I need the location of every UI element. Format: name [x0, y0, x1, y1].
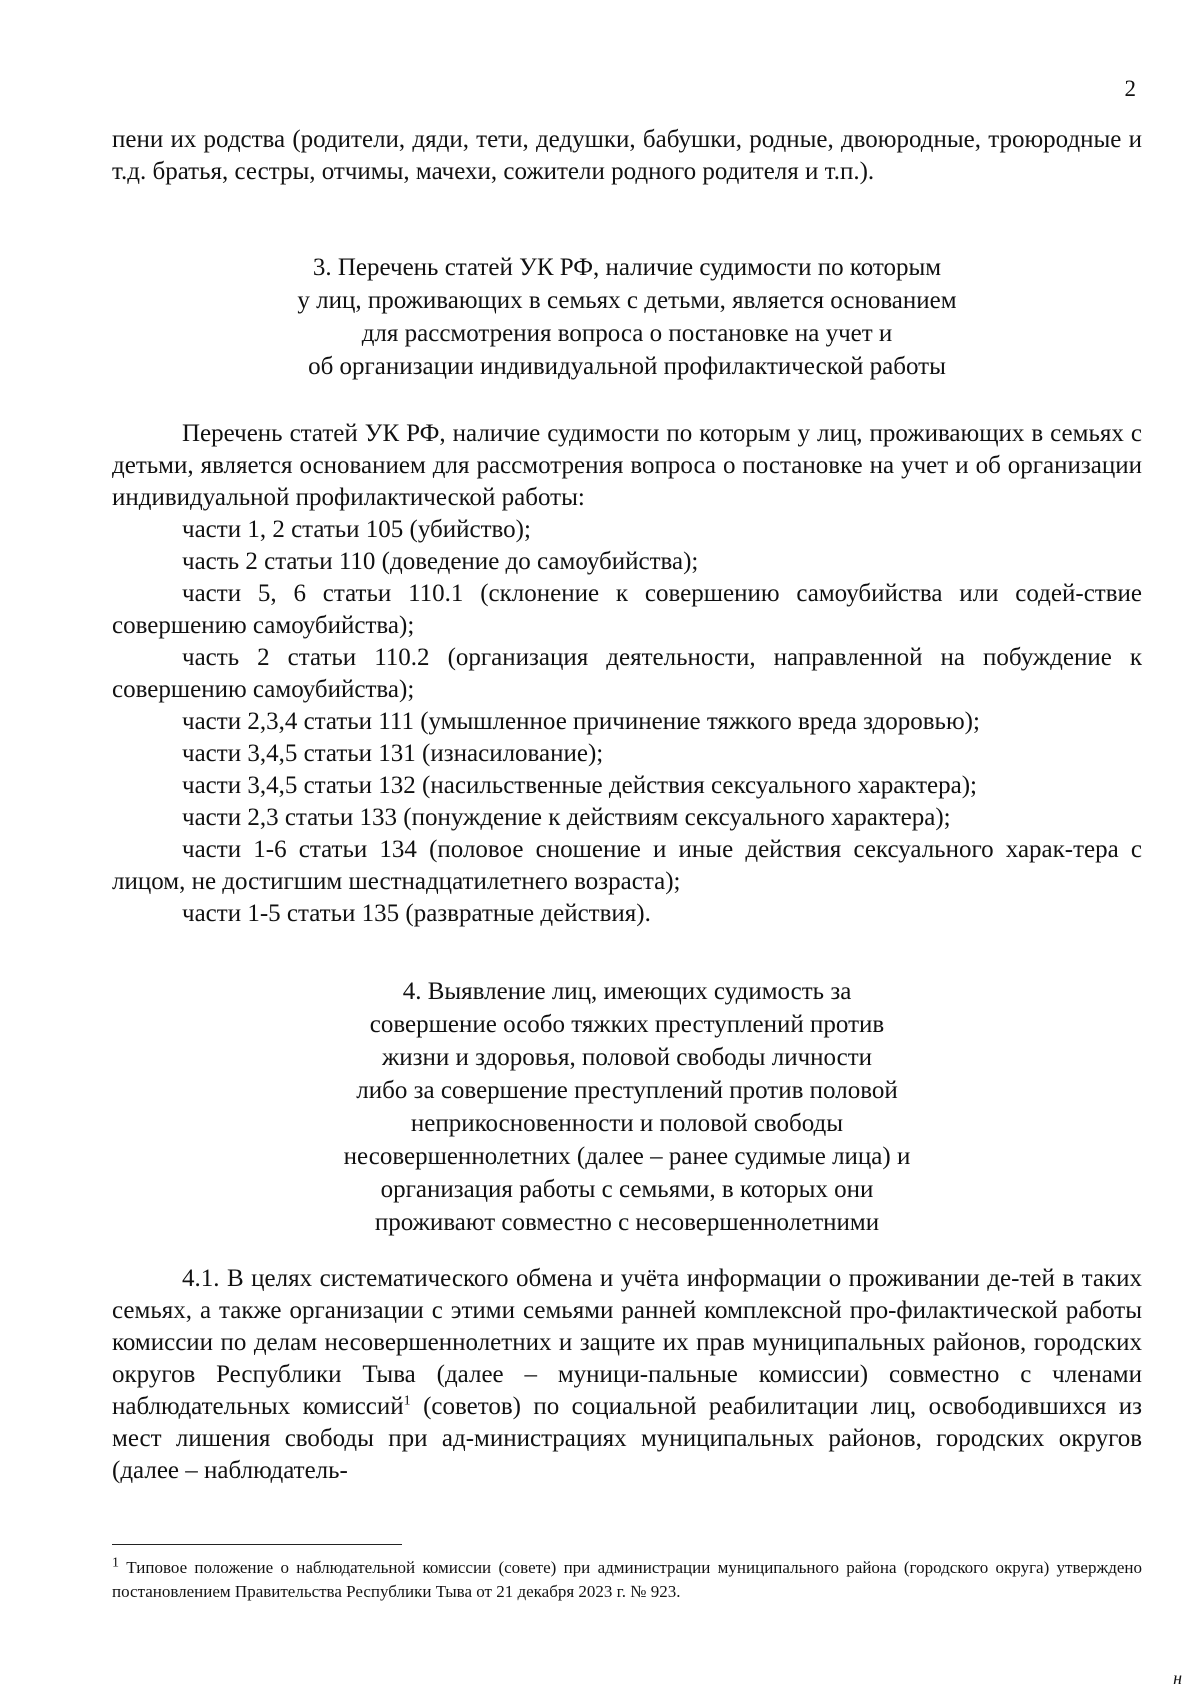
article-list-item: части 2,3 статьи 133 (понуждение к действиям сексуального характера);: [182, 804, 951, 831]
heading-line: несовершеннолетних (далее – ранее судимые лица) и: [343, 1143, 911, 1170]
footnote-marker: 1: [112, 1555, 119, 1571]
footnote-divider: [112, 1544, 402, 1545]
heading-line: совершение особо тяжких преступлений против: [369, 1011, 885, 1038]
article-list-item: части 1-6 статьи 134 (половое сношение и иные действия сексуального харак-тера с лицом, не достигшим шестнадцатилетнего возраста);: [112, 836, 1142, 895]
article-list-item: часть 2 статьи 110 (доведение до самоубийства);: [182, 548, 699, 575]
page-number: 2: [1124, 76, 1136, 101]
heading-line: об организации индивидуальной профилактической работы: [308, 353, 946, 380]
paragraph-4-1-text: 4.1. В целях систематического обмена и учёта информации о проживании де-тей в таких семьях, а также организации с этими семьями ранней комплексной про-филактической работы комиссии по делам несовершеннолетних и защите их прав муниципальных районов, городских округов Республики Тыва (далее – муници-пальные комиссии) совместно с членами наблюдательных комиссий: [112, 1265, 1142, 1420]
article-list-item: части 3,4,5 статьи 131 (изнасилование);: [182, 740, 604, 767]
paragraph-4-1: [112, 1263, 1142, 1487]
heading-line: у лиц, проживающих в семьях с детьми, является основанием: [297, 287, 957, 314]
section-3-body: [112, 418, 1142, 930]
heading-line: проживают совместно с несовершеннолетними: [374, 1209, 880, 1236]
heading-line: жизни и здоровья, половой свободы личности: [381, 1044, 873, 1071]
corner-mark: н: [1173, 1668, 1182, 1688]
article-list-item: части 3,4,5 статьи 132 (насильственные действия сексуального характера);: [182, 772, 978, 799]
paragraph-4-1-continuation: (советов) по социальной реабилитации лиц, освободившихся из мест лишения свободы при ад-министрациях муниципальных районов, городских округов (далее – наблюдатель-: [112, 1393, 1142, 1484]
section-3-heading: [112, 251, 1142, 383]
heading-line: 3. Перечень статей УК РФ, наличие судимости по которым: [312, 254, 942, 281]
section-3-intro: Перечень статей УК РФ, наличие судимости по которым у лиц, проживающих в семьях с детьми, является основанием для рассмотрения вопроса о постановке на учет и об организации индивидуальной профилактической работы:: [112, 420, 1142, 511]
article-list-item: части 1, 2 статьи 105 (убийство);: [182, 516, 531, 543]
article-list-item: части 1-5 статьи 135 (развратные действия).: [182, 900, 651, 927]
heading-line: организация работы с семьями, в которых они: [380, 1176, 874, 1203]
heading-line: для рассмотрения вопроса о постановке на учет и: [361, 320, 893, 347]
heading-line: неприкосновенности и половой свободы: [410, 1110, 844, 1137]
heading-line: 4. Выявление лиц, имеющих судимость за: [402, 978, 852, 1005]
article-list-item: часть 2 статьи 110.2 (организация деятельности, направленной на побуждение к совершению самоубийства);: [112, 644, 1142, 703]
heading-line: либо за совершение преступлений против половой: [356, 1077, 898, 1104]
intro-paragraph: пени их родства (родители, дяди, тети, дедушки, бабушки, родные, двоюродные, троюродные и т.д. братья, сестры, отчимы, мачехи, сожители родного родителя и т.п.).: [112, 126, 1142, 185]
footnote-text: Типовое положение о наблюдательной комиссии (совете) при администрации муниципального района (городского округа) утверждено постановлением Правительства Республики Тыва от 21 декабря 2023 г. № 923.: [112, 1558, 1142, 1601]
footnote: [112, 1556, 1142, 1604]
article-list-item: части 2,3,4 статьи 111 (умышленное причинение тяжкого вреда здоровью);: [182, 708, 980, 735]
article-list-item: части 5, 6 статьи 110.1 (склонение к совершению самоубийства или содей-ствие совершению самоубийства);: [112, 580, 1142, 639]
section-4-heading: [112, 975, 1142, 1239]
footnote-reference: 1: [403, 1393, 411, 1409]
